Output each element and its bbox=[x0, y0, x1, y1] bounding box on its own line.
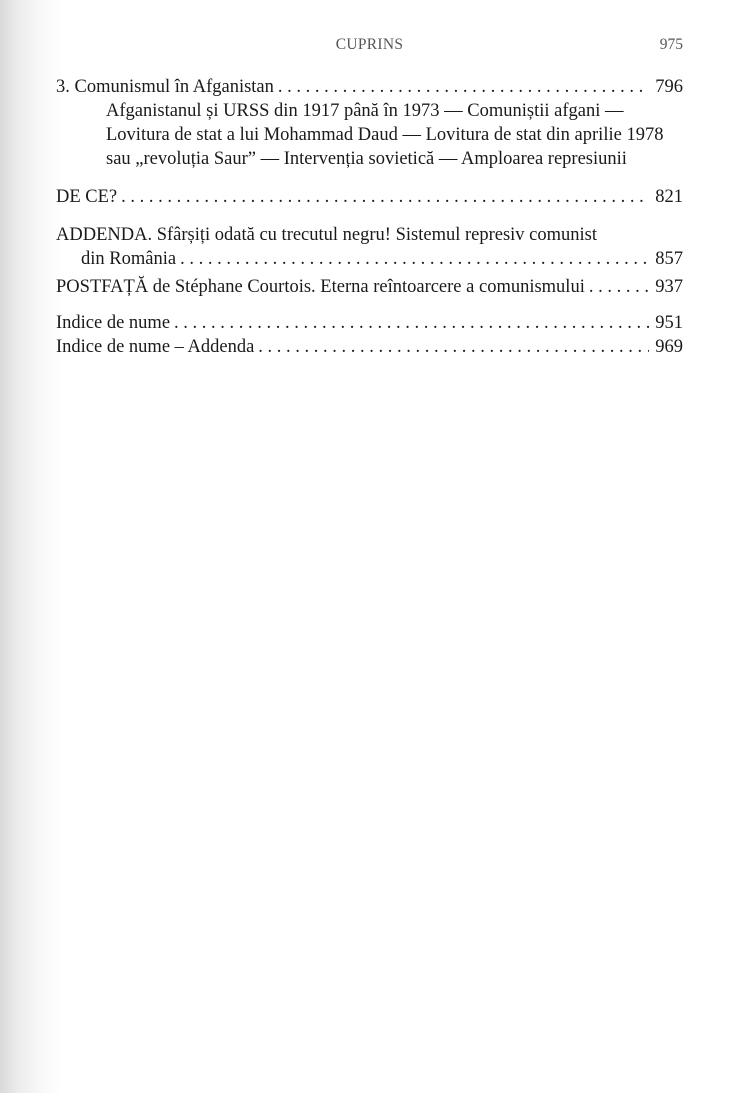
toc-entry-addenda bbox=[56, 223, 683, 271]
toc-entry-title: POSTFAȚĂ de Stéphane Courtois. Eterna reîntoarcere a comunismului bbox=[56, 277, 585, 297]
toc-entry-postfata bbox=[56, 275, 683, 299]
toc-entry-page: 969 bbox=[655, 337, 683, 357]
toc-entry-title-continued: din România bbox=[81, 249, 177, 269]
toc-entry-page: 937 bbox=[655, 277, 683, 297]
toc-entry-de-ce bbox=[56, 185, 683, 209]
dot-leader bbox=[258, 335, 649, 359]
toc-entry-title: Indice de nume bbox=[56, 313, 171, 333]
toc-entry-afganistan bbox=[56, 75, 683, 99]
table-of-contents bbox=[56, 75, 683, 359]
description-line: Afganistanul și URSS din 1917 până în 1973 — Comuniștii afgani — bbox=[106, 101, 624, 121]
description-line: Lovitura de stat a lui Mohammad Daud — Lovitura de stat din aprilie 1978 bbox=[106, 125, 664, 145]
toc-entry-indice-addenda bbox=[56, 335, 683, 359]
dot-leader bbox=[278, 75, 649, 99]
dot-leader bbox=[589, 275, 649, 299]
dot-leader bbox=[174, 311, 649, 335]
running-title: CUPRINS bbox=[335, 36, 404, 53]
toc-entry-page: 796 bbox=[655, 77, 683, 97]
toc-entry-indice bbox=[56, 311, 683, 335]
running-head bbox=[56, 36, 683, 56]
description-line: sau „revoluția Saur” — Intervenția sovietică — Amploarea represiunii bbox=[106, 149, 627, 169]
toc-entry-description bbox=[56, 99, 683, 171]
toc-entry-title: Indice de nume – Addenda bbox=[56, 337, 255, 357]
toc-entry-addenda-line2 bbox=[56, 247, 683, 271]
toc-entry-title: DE CE? bbox=[56, 187, 118, 207]
toc-entry-page: 821 bbox=[655, 187, 683, 207]
dot-leader bbox=[121, 185, 649, 209]
page-number: 975 bbox=[659, 36, 683, 53]
toc-entry-title: 3. Comunismul în Afganistan bbox=[56, 77, 274, 97]
toc-entry-page: 857 bbox=[655, 249, 683, 269]
dot-leader bbox=[180, 247, 649, 271]
toc-entry-page: 951 bbox=[655, 313, 683, 333]
toc-entry-title: ADDENDA. Sfârșiți odată cu trecutul negru! Sistemul represiv comunist bbox=[56, 225, 598, 245]
